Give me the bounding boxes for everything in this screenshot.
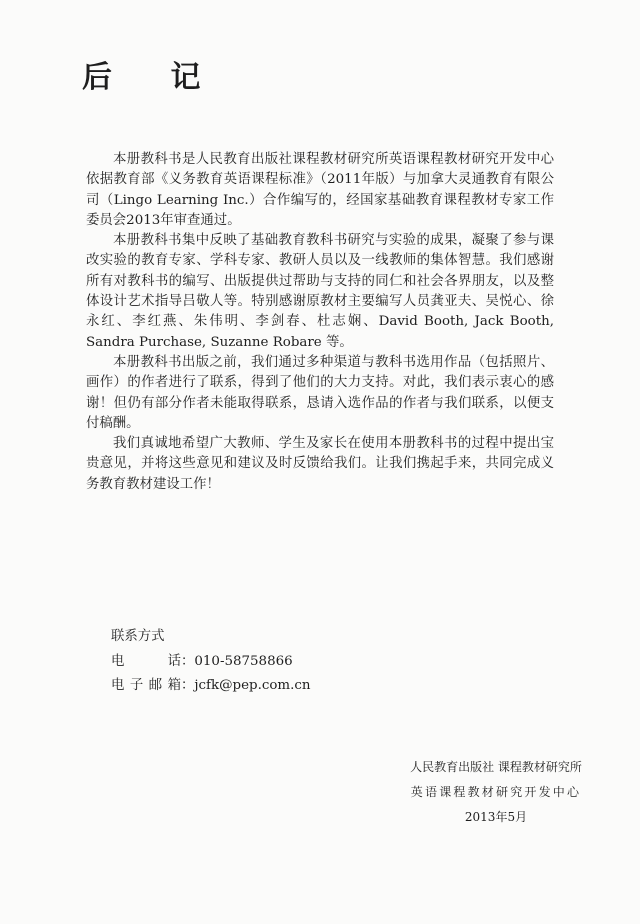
- phone-colon: ：: [181, 653, 195, 669]
- email-address: jcfk@pep.com.cn: [194, 678, 311, 693]
- contact-block: [111, 625, 310, 699]
- email-label: 电子邮箱: [111, 678, 181, 693]
- signature-date: 2013年5月: [464, 810, 528, 824]
- contact-email-row: [111, 674, 310, 699]
- page-title: 后 记: [82, 60, 225, 95]
- email-colon: ：: [181, 678, 195, 693]
- contact-heading: 联系方式: [111, 629, 165, 644]
- paragraph-intro: 本册教科书是人民教育出版社课程教材研究所英语课程教材研究开发中心依据教育部《义务教育英语课程标准》（2011年版）与加拿大灵通教育有限公司（Lingo Learning Inc.）合作编写的，经国家基础教育课程教材专家工作委员会2013年审查通过。: [86, 152, 554, 228]
- contact-phone-row: [111, 650, 310, 675]
- signature-publisher: 人民教育出版社 课程教材研究所: [410, 760, 582, 774]
- paragraph-acknowledgements: 本册教科书集中反映了基础教育教科书研究与实验的成果，凝聚了参与课改实验的教育专家、学科专家、教研人员以及一线教师的集体智慧。我们感谢所有对教科书的编写、出版提供过帮助与支持的同仁和社会各界朋友，以及整体设计艺术指导吕敬人等。特别感谢原教材主要编写人员龚亚夫、吴悦心、徐永红、李红燕、朱伟明、李剑春、杜志娴、David Booth, Jack Booth, Sandra Purchase, Suzanne Robare 等。: [86, 233, 554, 350]
- signature-center: 英语课程教材研究开发中心: [410, 785, 582, 799]
- phone-label: 电 话: [111, 653, 181, 669]
- body-text: [86, 150, 554, 495]
- phone-number: 010-58758866: [194, 653, 293, 669]
- signature-block: [381, 755, 611, 830]
- paragraph-authors: 本册教科书出版之前，我们通过多种渠道与教科书选用作品（包括照片、画作）的作者进行了联系，得到了他们的大力支持。对此，我们表示衷心的感谢！但仍有部分作者未能取得联系，恳请入选作品的作者与我们联系，以便支付稿酬。: [86, 354, 554, 431]
- paragraph-feedback: 我们真诚地希望广大教师、学生及家长在使用本册教科书的过程中提出宝贵意见，并将这些意见和建议及时反馈给我们。让我们携起手来，共同完成义务教育教材建设工作！: [86, 436, 554, 492]
